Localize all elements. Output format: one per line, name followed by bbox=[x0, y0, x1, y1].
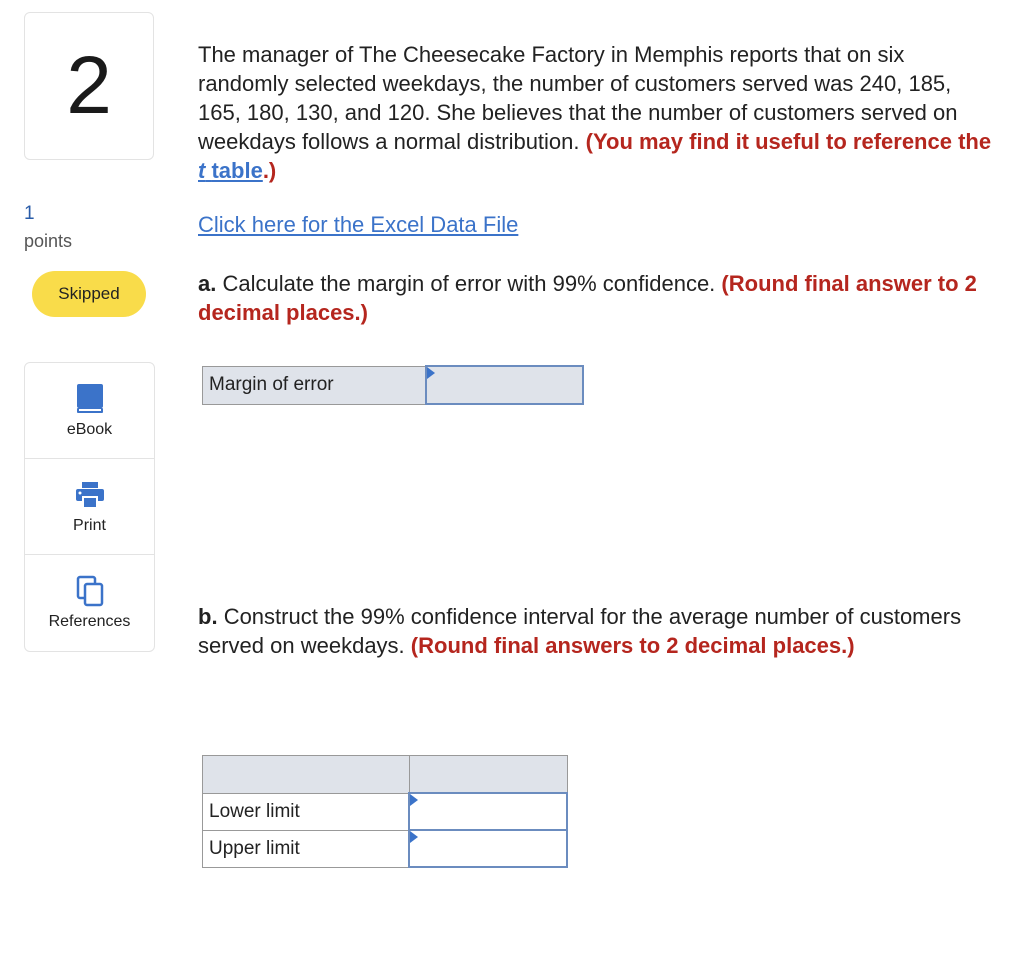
skipped-status-button[interactable]: Skipped bbox=[32, 271, 146, 317]
question-number-box bbox=[24, 12, 154, 160]
t-table-link[interactable]: t table bbox=[198, 158, 263, 183]
upper-limit-cell bbox=[409, 830, 567, 867]
part-b-label: b. bbox=[198, 604, 218, 629]
question-stem bbox=[198, 40, 998, 185]
part-a-prompt bbox=[198, 269, 978, 327]
lower-limit-cell bbox=[409, 793, 567, 830]
upper-limit-label: Upper limit bbox=[203, 830, 410, 867]
lower-limit-input[interactable] bbox=[410, 794, 566, 829]
header-cell bbox=[409, 756, 567, 794]
part-b-prompt bbox=[198, 602, 988, 660]
margin-of-error-cell bbox=[426, 366, 583, 404]
part-b-text: Construct the 99% confidence interval for the average number of customers served on weekdays. bbox=[198, 604, 962, 658]
ebook-button[interactable] bbox=[25, 363, 154, 459]
references-label: References bbox=[48, 612, 131, 630]
table-row bbox=[203, 793, 568, 830]
header-cell bbox=[203, 756, 410, 794]
table-row bbox=[203, 830, 568, 867]
lower-limit-label: Lower limit bbox=[203, 793, 410, 830]
ebook-label: eBook bbox=[66, 420, 113, 438]
printer-icon bbox=[74, 479, 106, 511]
book-icon bbox=[75, 383, 105, 415]
tools-panel bbox=[24, 362, 155, 652]
print-button[interactable] bbox=[25, 459, 154, 555]
margin-of-error-input[interactable] bbox=[427, 367, 582, 403]
confidence-interval-table bbox=[202, 755, 568, 868]
print-label: Print bbox=[73, 516, 106, 534]
excel-data-file-link[interactable]: Click here for the Excel Data File bbox=[198, 212, 519, 237]
stem-hint: (You may find it useful to reference the t table.) bbox=[198, 129, 992, 183]
table-header-row bbox=[203, 756, 568, 794]
points-value: 1 bbox=[24, 203, 35, 224]
part-a-label: a. bbox=[198, 271, 217, 296]
question-number: 2 bbox=[66, 40, 112, 131]
references-button[interactable] bbox=[25, 555, 154, 650]
margin-of-error-table bbox=[202, 365, 584, 405]
part-b-instruction: (Round final answers to 2 decimal places.) bbox=[410, 633, 855, 658]
part-a-instruction: (Round final answer to 2 decimal places.) bbox=[198, 271, 977, 325]
upper-limit-input[interactable] bbox=[410, 831, 566, 866]
table-row bbox=[203, 366, 584, 404]
stem-text: The manager of The Cheesecake Factory in Memphis reports that on six randomly selected weekdays, the number of customers served was 240, 185, 165, 180, 130, and 120. She believes that the number of customers served on weekdays follows a normal distribution. bbox=[198, 42, 958, 154]
input-marker-icon bbox=[410, 794, 418, 806]
margin-of-error-label: Margin of error bbox=[203, 366, 427, 404]
input-marker-icon bbox=[410, 831, 418, 843]
points-label: points bbox=[24, 231, 73, 251]
copy-icon bbox=[75, 575, 105, 607]
input-marker-icon bbox=[427, 367, 435, 379]
part-a-text: Calculate the margin of error with 99% confidence. bbox=[222, 271, 716, 296]
